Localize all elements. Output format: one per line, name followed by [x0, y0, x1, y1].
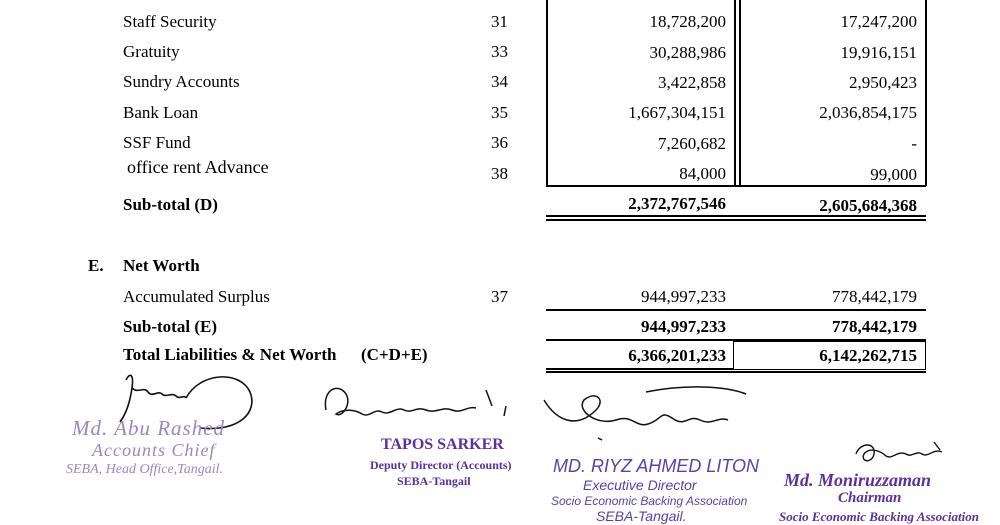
- row-note: 33: [491, 42, 508, 61]
- double-underline: [546, 371, 926, 373]
- stamp-org-short: SEBA-Tangail.: [596, 508, 687, 524]
- row-label: Staff Security: [123, 12, 217, 31]
- row-previous-value: 17,247,200: [840, 12, 917, 31]
- double-underline: [546, 368, 734, 370]
- stamp-org: SEBA, Head Office,Tangail.: [66, 462, 223, 477]
- stamp-name: Md. Moniruzzaman: [784, 470, 932, 490]
- row-label: Gratuity: [123, 42, 180, 61]
- total-label: Total Liabilities & Net Worth: [123, 345, 337, 364]
- double-underline: [546, 219, 926, 221]
- row-current-value: 3,422,858: [658, 73, 726, 92]
- row-note: 34: [491, 72, 508, 91]
- row-label: Bank Loan: [123, 103, 199, 122]
- stamp-org: Socio Economic Backing Association: [779, 509, 979, 524]
- total-current-value: 6,366,201,233: [628, 346, 726, 365]
- row-previous-value: 2,036,854,175: [819, 103, 917, 122]
- row-current-value: 944,997,233: [641, 287, 726, 306]
- row-note: 38: [491, 164, 508, 183]
- row-label: office rent Advance: [127, 157, 269, 177]
- section-letter: E.: [88, 256, 104, 275]
- row-current-value: 84,000: [679, 164, 726, 183]
- subtotal-label: Sub-total (D): [123, 195, 218, 214]
- table-border-left: [546, 0, 548, 186]
- row-label: SSF Fund: [123, 133, 191, 152]
- row-current-value: 1,667,304,151: [628, 103, 726, 122]
- stamp-org: SEBA-Tangail: [397, 474, 471, 488]
- row-current-value: 18,728,200: [649, 12, 726, 31]
- stamp-title: Accounts Chief: [92, 440, 216, 460]
- double-underline: [546, 215, 926, 217]
- row-label: Accumulated Surplus: [123, 287, 270, 306]
- table-bottom-rule: [546, 185, 926, 187]
- row-current-value: 30,288,986: [649, 43, 726, 62]
- subtotal-current-value: 2,372,767,546: [628, 194, 726, 213]
- stamp-name: Md. Abu Rashed: [72, 416, 226, 440]
- column-divider: [739, 0, 741, 186]
- subtotal-current-value: 944,997,233: [641, 317, 726, 336]
- row-previous-value: 19,916,151: [840, 43, 917, 62]
- subtotal-previous-value: 778,442,179: [832, 317, 917, 336]
- row-note: 37: [491, 287, 508, 306]
- row-previous-value: 2,950,423: [849, 73, 917, 92]
- stamp-name: TAPOS SARKER: [381, 436, 504, 453]
- row-note: 31: [491, 12, 508, 31]
- table-border-right: [925, 0, 927, 186]
- row-previous-value: 778,442,179: [832, 287, 917, 306]
- total-box: [733, 341, 926, 370]
- total-previous-value: 6,142,262,715: [819, 346, 917, 365]
- signature-executive-director: [536, 380, 756, 450]
- row-current-value: 7,260,682: [658, 134, 726, 153]
- row-note: 36: [491, 133, 508, 152]
- signature-deputy-director: [316, 372, 526, 442]
- stamp-org: Socio Economic Backing Association: [551, 494, 748, 508]
- stamp-title: Deputy Director (Accounts): [370, 458, 512, 472]
- row-note: 35: [491, 103, 508, 122]
- stamp-name: MD. RIYZ AHMED LITON: [553, 456, 760, 476]
- stamp-title: Executive Director: [583, 477, 697, 493]
- subtotal-previous-value: 2,605,684,368: [819, 196, 917, 215]
- column-divider: [734, 0, 736, 186]
- section-title: Net Worth: [123, 256, 200, 275]
- subtotal-label: Sub-total (E): [123, 317, 217, 336]
- total-formula: (C+D+E): [361, 345, 428, 364]
- rule: [546, 309, 926, 311]
- row-previous-value: 99,000: [870, 165, 917, 184]
- stamp-title: Chairman: [838, 490, 902, 506]
- row-label: Sundry Accounts: [123, 72, 240, 91]
- row-previous-value: -: [911, 134, 917, 153]
